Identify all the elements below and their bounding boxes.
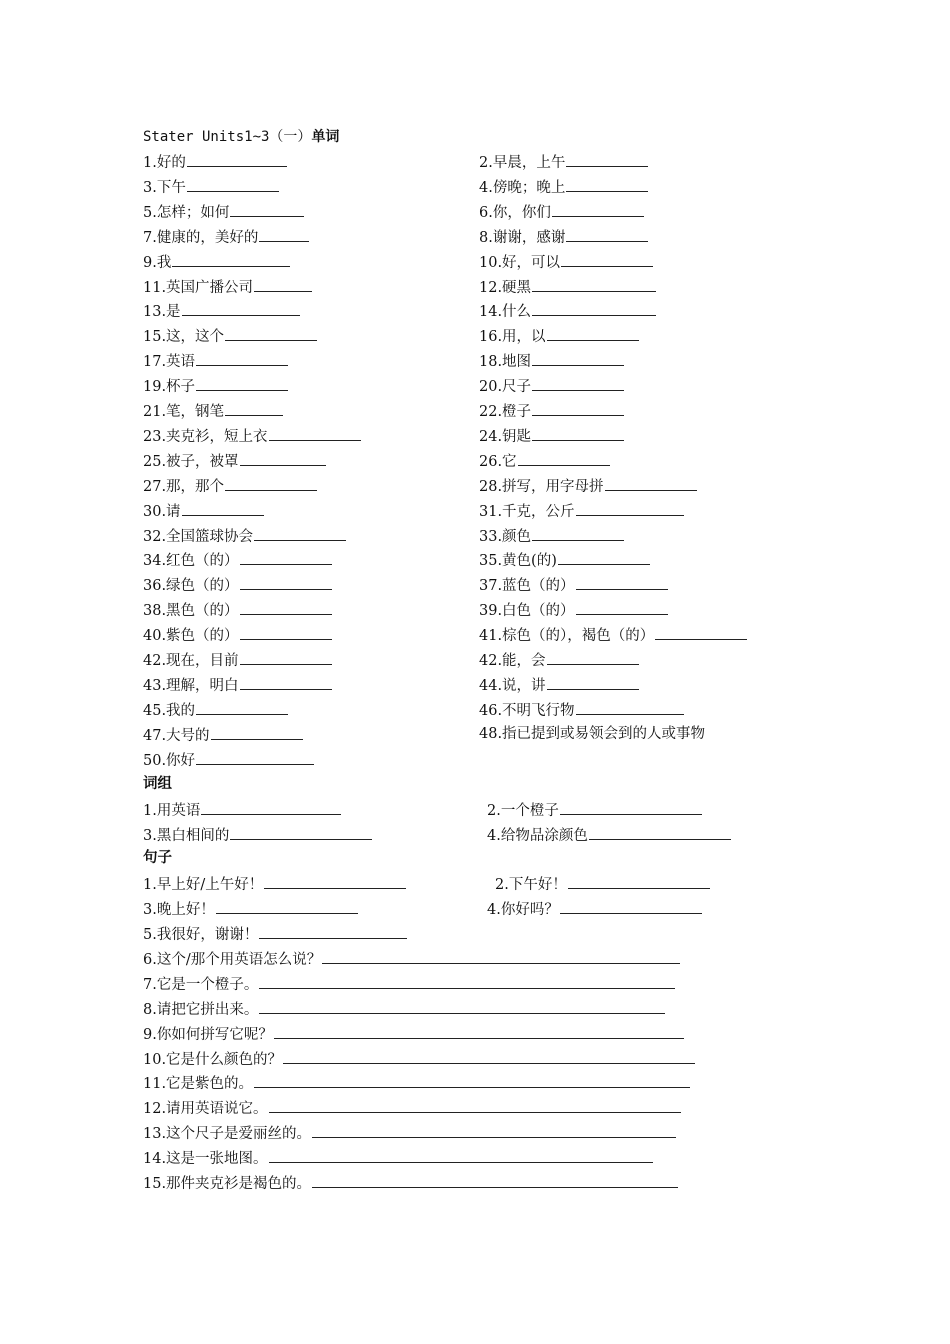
vocab-item-label: 39.白色（的） <box>479 603 575 620</box>
sentence-item-label: 5.我很好，谢谢！ <box>143 927 259 943</box>
sentence-item <box>143 1170 678 1194</box>
vocab-item-label: 37.蓝色（的） <box>479 578 575 595</box>
vocab-item <box>143 722 303 746</box>
vocab-item <box>479 373 624 397</box>
vocab-item <box>143 547 332 571</box>
vocab-item-label: 43.理解，明白 <box>143 677 239 694</box>
vocab-item-label: 26.它 <box>479 453 517 470</box>
vocab-item-answer-blank[interactable] <box>225 323 317 341</box>
vocab-item-label: 33.颜色 <box>479 528 532 545</box>
sentence-item-answer-blank[interactable] <box>312 1120 676 1138</box>
sentence-item-answer-blank[interactable] <box>568 871 710 889</box>
vocab-item-answer-blank[interactable] <box>576 498 684 516</box>
phrase-item <box>487 822 731 846</box>
vocab-item <box>479 547 650 571</box>
vocab-item-label: 20.尺子 <box>479 379 532 396</box>
sentence-item <box>143 971 675 995</box>
vocab-item <box>479 174 648 198</box>
phrase-item-answer-blank[interactable] <box>589 822 731 840</box>
sentence-item <box>143 1145 653 1169</box>
vocab-item <box>479 597 668 621</box>
phrase-item <box>143 822 372 846</box>
vocab-item <box>143 149 287 173</box>
vocab-item-answer-blank[interactable] <box>532 298 656 316</box>
sentence-item-label: 14.这是一张地图。 <box>143 1151 268 1168</box>
vocab-item-label: 45.我的 <box>143 702 196 719</box>
vocab-item-label: 34.红色（的） <box>143 553 239 570</box>
vocab-item-label: 1.好的 <box>143 155 186 171</box>
vocab-item <box>479 697 684 721</box>
vocab-item-answer-blank[interactable] <box>240 572 332 590</box>
vocab-item-label: 7.健康的，美好的 <box>143 229 259 246</box>
vocab-item-answer-blank[interactable] <box>240 622 332 640</box>
sentence-item <box>143 1120 676 1144</box>
sentence-item-label: 7.它是一个橙子。 <box>143 976 259 993</box>
vocab-item-answer-blank[interactable] <box>605 473 697 491</box>
sentence-item-answer-blank[interactable] <box>269 1145 653 1163</box>
vocab-item-answer-blank[interactable] <box>187 174 279 192</box>
vocab-item-answer-blank[interactable] <box>561 249 653 267</box>
vocab-item-label: 2.早晨，上午 <box>479 155 566 171</box>
vocab-item-answer-blank[interactable] <box>230 199 304 217</box>
sentence-item-answer-blank[interactable] <box>259 971 675 989</box>
sentence-item-answer-blank[interactable] <box>274 1021 684 1039</box>
vocab-item-answer-blank[interactable] <box>532 423 624 441</box>
sentence-item-answer-blank[interactable] <box>560 896 702 914</box>
vocab-item-answer-blank[interactable] <box>254 523 346 541</box>
vocab-item-answer-blank[interactable] <box>547 323 639 341</box>
vocab-item <box>143 523 346 547</box>
vocab-item <box>143 174 279 198</box>
sentence-item-answer-blank[interactable] <box>216 896 358 914</box>
vocab-item-answer-blank[interactable] <box>576 697 684 715</box>
vocab-item-label: 14.什么 <box>479 304 532 321</box>
vocab-item-label: 50.你好 <box>143 752 196 769</box>
sentence-item-label: 1.早上好/上午好！ <box>143 877 264 893</box>
vocab-item <box>143 498 264 522</box>
sentence-item-answer-blank[interactable] <box>269 1095 681 1113</box>
phrase-item-label: 1.用英语 <box>143 803 201 819</box>
phrase-item-answer-blank[interactable] <box>201 797 341 815</box>
sentence-item-label: 8.请把它拼出来。 <box>143 1001 259 1018</box>
vocab-item-answer-blank[interactable] <box>240 547 332 565</box>
vocab-item <box>143 572 332 596</box>
vocab-item-label: 24.钥匙 <box>479 428 532 445</box>
vocab-item-answer-blank[interactable] <box>196 747 314 765</box>
vocab-item-label: 28.拼写，用字母拼 <box>479 478 604 495</box>
vocab-item-answer-blank[interactable] <box>225 398 283 416</box>
vocab-item-label: 47.大号的 <box>143 727 210 744</box>
vocab-item-answer-blank[interactable] <box>240 448 326 466</box>
vocab-item <box>143 473 317 497</box>
vocab-item-label: 6.你，你们 <box>479 204 551 221</box>
sentence-item-answer-blank[interactable] <box>264 871 406 889</box>
sentence-item-answer-blank[interactable] <box>322 946 680 964</box>
vocab-item-answer-blank[interactable] <box>196 697 288 715</box>
vocab-item-label: 18.地图 <box>479 354 532 371</box>
sentence-item <box>143 1095 681 1119</box>
phrase-item <box>143 797 341 821</box>
vocab-item <box>143 647 332 671</box>
vocab-item-answer-blank[interactable] <box>269 423 361 441</box>
vocab-item <box>143 448 326 472</box>
vocab-item-answer-blank[interactable] <box>566 149 648 167</box>
vocab-item-answer-blank[interactable] <box>558 547 650 565</box>
vocab-item-answer-blank[interactable] <box>532 523 624 541</box>
vocab-item-answer-blank[interactable] <box>532 348 624 366</box>
vocab-item-label: 46.不明飞行物 <box>479 702 575 719</box>
phrase-item-answer-blank[interactable] <box>560 797 702 815</box>
vocab-item-label: 10.好，可以 <box>479 254 561 271</box>
vocab-item-answer-blank[interactable] <box>532 398 624 416</box>
vocab-item <box>479 423 624 447</box>
vocab-item-answer-blank[interactable] <box>172 249 290 267</box>
vocab-item-label: 27.那，那个 <box>143 478 225 495</box>
vocab-item-answer-blank[interactable] <box>566 224 648 242</box>
vocab-item-label: 30.请 <box>143 503 181 520</box>
vocab-item <box>479 224 648 248</box>
vocab-item-label: 11.英国广播公司 <box>143 279 254 296</box>
vocab-item-answer-blank[interactable] <box>547 647 639 665</box>
worksheet-title: Stater Units1~3（一）单词 <box>143 129 340 145</box>
vocab-item <box>143 274 312 298</box>
sentence-item-label: 6.这个/那个用英语怎么说？ <box>143 951 322 968</box>
vocab-item <box>479 448 610 472</box>
vocab-item <box>143 323 317 347</box>
vocab-item-label: 8.谢谢，感谢 <box>479 229 566 246</box>
vocab-item <box>143 622 332 646</box>
vocab-item <box>143 348 288 372</box>
sentence-item-answer-blank[interactable] <box>259 996 665 1014</box>
vocab-item-answer-blank[interactable] <box>254 274 312 292</box>
vocab-item-label: 41.棕色（的），褐色（的） <box>479 628 655 645</box>
phrase-item <box>487 797 702 821</box>
sentence-item-label: 4.你好吗？ <box>487 902 559 918</box>
vocab-item <box>479 473 697 497</box>
vocab-item-label: 3.下午 <box>143 179 186 196</box>
vocab-item-answer-blank[interactable] <box>187 149 287 167</box>
vocab-item-label: 21.笔，钢笔 <box>143 404 225 420</box>
vocab-item <box>479 323 639 347</box>
vocab-item-label: 40.紫色（的） <box>143 628 239 645</box>
vocab-item-label: 13.是 <box>143 304 181 321</box>
vocab-item <box>479 199 644 223</box>
sentence-item <box>143 896 358 920</box>
phrase-item-label: 3.黑白相间的 <box>143 828 230 844</box>
vocab-item-label: 4.傍晚；晚上 <box>479 179 566 196</box>
phrases-heading: 词组 <box>143 776 172 792</box>
sentence-item <box>143 1021 684 1045</box>
vocab-item <box>143 423 361 447</box>
vocab-item <box>479 498 684 522</box>
vocab-item-answer-blank[interactable] <box>655 622 747 640</box>
vocab-item-label: 25.被子，被罩 <box>143 453 239 470</box>
sentence-item <box>495 871 710 895</box>
vocab-item <box>143 373 288 397</box>
vocab-item <box>143 697 288 721</box>
vocab-item <box>479 647 639 671</box>
vocab-item-answer-blank[interactable] <box>211 722 303 740</box>
sentence-item <box>143 996 665 1020</box>
vocab-item <box>479 622 747 646</box>
sentence-item-label: 9.你如何拼写它呢？ <box>143 1026 273 1043</box>
sentence-item-label: 2.下午好！ <box>495 877 567 893</box>
vocab-item <box>479 398 624 422</box>
vocab-item <box>143 249 290 273</box>
vocab-item-answer-blank[interactable] <box>196 373 288 391</box>
vocab-item-answer-blank[interactable] <box>518 448 610 466</box>
vocab-item-answer-blank[interactable] <box>532 373 624 391</box>
sentence-item-answer-blank[interactable] <box>254 1070 690 1088</box>
vocab-item-label: 42.能，会 <box>479 653 546 669</box>
vocab-item-label: 12.硬黑 <box>479 279 532 296</box>
vocab-item-answer-blank[interactable] <box>259 224 309 242</box>
sentence-item <box>143 871 406 895</box>
vocab-item <box>143 224 309 248</box>
vocab-item <box>143 747 314 771</box>
vocab-item <box>143 597 332 621</box>
vocab-item-label: 35.黄色(的) <box>479 553 557 570</box>
sentence-item-label: 11.它是紫色的。 <box>143 1076 254 1093</box>
sentence-item-label: 15.那件夹克衫是褐色的。 <box>143 1176 312 1192</box>
vocab-item <box>479 523 624 547</box>
sentence-item-label: 10.它是什么颜色的？ <box>143 1051 283 1068</box>
vocab-item-answer-blank[interactable] <box>240 597 332 615</box>
vocab-item-answer-blank[interactable] <box>240 672 332 690</box>
vocab-item-label: 9.我 <box>143 254 172 271</box>
vocab-item <box>143 298 300 322</box>
vocab-item-answer-blank[interactable] <box>532 274 656 292</box>
vocab-item <box>143 398 283 422</box>
vocab-item-answer-blank[interactable] <box>576 572 668 590</box>
vocab-item-label: 36.绿色（的） <box>143 578 239 595</box>
phrase-item-answer-blank[interactable] <box>230 822 372 840</box>
vocab-item-answer-blank[interactable] <box>566 174 648 192</box>
sentence-item <box>143 946 680 970</box>
sentence-item <box>487 896 702 920</box>
vocab-item-answer-blank[interactable] <box>196 348 288 366</box>
vocab-item-answer-blank[interactable] <box>225 473 317 491</box>
vocab-item-label: 5.怎样；如何 <box>143 204 230 221</box>
sentence-item-label: 12.请用英语说它。 <box>143 1101 268 1118</box>
vocab-item <box>479 572 668 596</box>
vocab-item-label: 42.现在，目前 <box>143 653 239 669</box>
sentences-heading: 句子 <box>143 850 172 866</box>
sentence-item <box>143 1070 690 1094</box>
vocab-item <box>479 298 656 322</box>
vocab-item <box>143 199 304 223</box>
sentence-item-answer-blank[interactable] <box>259 921 407 939</box>
vocab-item <box>479 249 653 273</box>
vocab-item-label: 48.指已提到或易领会到的人或事物 <box>479 725 706 742</box>
phrase-item-label: 4.给物品涂颜色 <box>487 828 588 844</box>
vocab-item-label: 15.这，这个 <box>143 329 225 346</box>
vocab-item-answer-blank[interactable] <box>240 647 332 665</box>
vocab-item <box>479 722 705 746</box>
vocab-item-label: 44.说，讲 <box>479 677 546 694</box>
vocab-item-label: 17.英语 <box>143 354 196 371</box>
vocab-item-answer-blank[interactable] <box>182 498 264 516</box>
vocab-item-answer-blank[interactable] <box>547 672 639 690</box>
vocab-item <box>479 149 648 173</box>
sentence-item-answer-blank[interactable] <box>312 1170 678 1188</box>
vocab-item <box>143 672 332 696</box>
vocab-item <box>479 348 624 372</box>
sentence-item-label: 3.晚上好！ <box>143 902 215 918</box>
vocab-item-label: 23.夹克衫，短上衣 <box>143 428 268 445</box>
sentence-item <box>143 1046 695 1070</box>
vocab-item-label: 38.黑色（的） <box>143 603 239 620</box>
vocab-item <box>479 672 639 696</box>
sentence-item-answer-blank[interactable] <box>283 1046 695 1064</box>
vocab-item-answer-blank[interactable] <box>576 597 668 615</box>
vocab-item-label: 32.全国篮球协会 <box>143 528 254 545</box>
vocab-item-label: 22.橙子 <box>479 404 532 420</box>
vocab-item <box>479 274 656 298</box>
vocab-item-answer-blank[interactable] <box>552 199 644 217</box>
vocab-item-label: 31.千克，公斤 <box>479 503 575 520</box>
vocab-item-answer-blank[interactable] <box>182 298 300 316</box>
vocab-item-label: 16.用，以 <box>479 329 546 346</box>
vocab-item-label: 19.杯子 <box>143 379 196 396</box>
sentence-item-label: 13.这个尺子是爱丽丝的。 <box>143 1126 312 1143</box>
sentence-item <box>143 921 407 945</box>
phrase-item-label: 2.一个橙子 <box>487 803 559 819</box>
